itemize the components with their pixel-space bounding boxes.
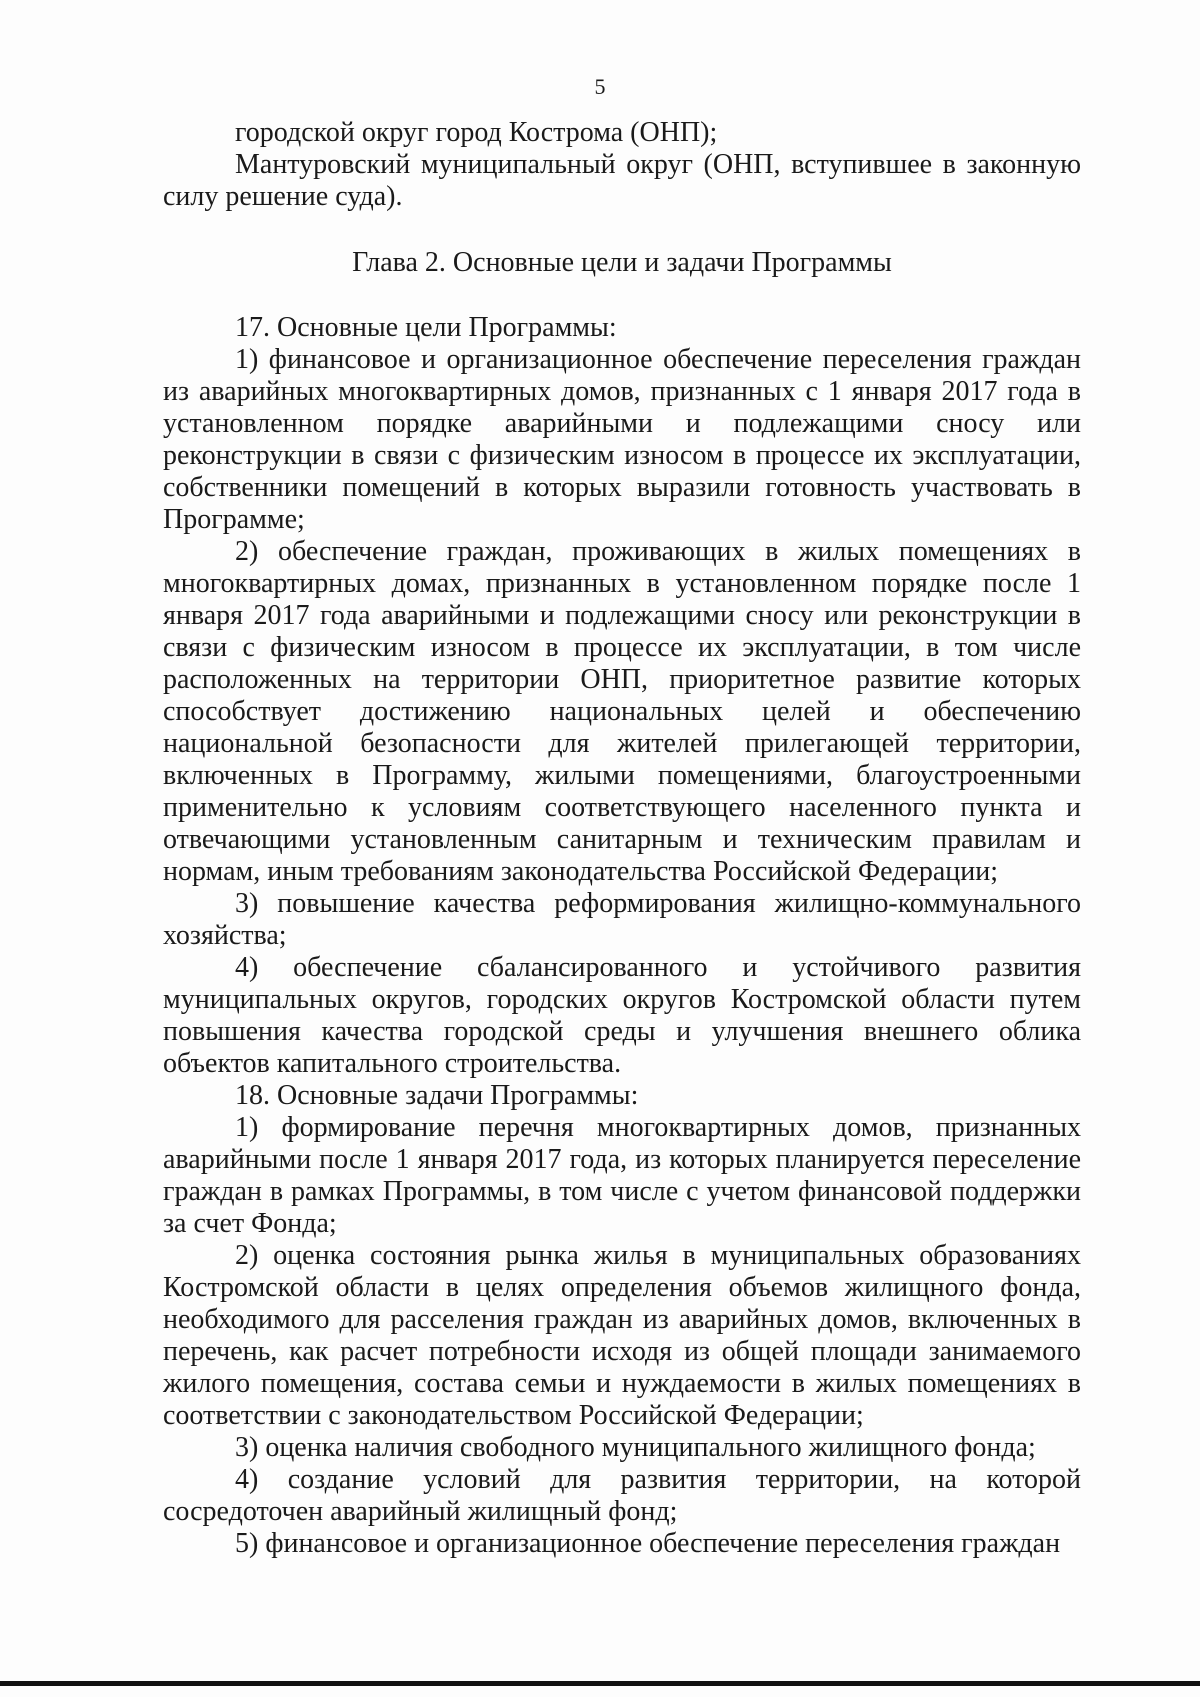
paragraph: городской округ город Кострома (ОНП); <box>235 117 718 148</box>
scan-bottom-border <box>0 1681 1200 1686</box>
list-item: 2) обеспечение граждан, проживающих в жилых помещениях в многоквартирных домах, признанных в установленном порядке после 1 января 2017 года аварийными и подлежащими сносу или реконструкции в связи с физическим износом в процессе их эксплуатации, в том числе расположенных на территории ОНП, приоритетное развитие которых способствует достижению национальных целей и обеспечению национальной безопасности для жителей прилегающей территории, включенных в Программу, жилыми помещениями, благоустроенными применительно к условиям соответствующего населенного пункта и отвечающими установленным санитарным и техническим правилам и нормам, иным требованиям законодательства Российской Федерации; <box>163 536 1081 887</box>
list-item: 5) финансовое и организационное обеспечение переселения граждан <box>235 1528 1061 1559</box>
document-body <box>163 117 1081 1560</box>
list-item: 4) обеспечение сбалансированного и устойчивого развития муниципальных округов, городских округов Костромской области путем повышения качества городской среды и улучшения внешнего облика объектов капитального строительства. <box>163 952 1081 1079</box>
list-item: 3) повышение качества реформирования жилищно-коммунального хозяйства; <box>163 888 1081 951</box>
page-number: 5 <box>594 74 606 99</box>
list-item: 3) оценка наличия свободного муниципального жилищного фонда; <box>235 1432 1036 1463</box>
list-item: 4) создание условий для развития территории, на которой сосредоточен аварийный жилищный фонд; <box>163 1464 1081 1527</box>
list-item: 1) финансовое и организационное обеспечение переселения граждан из аварийных многоквартирных домов, признанных с 1 января 2017 года в установленном порядке аварийными и подлежащими сносу или реконструкции в связи с физическим износом в процессе их эксплуатации, собственники помещений в которых выразили готовность участвовать в Программе; <box>163 344 1081 535</box>
list-item: 2) оценка состояния рынка жилья в муниципальных образованиях Костромской области в целях определения объемов жилищного фонда, необходимого для расселения граждан из аварийных домов, включенных в перечень, как расчет потребности исходя из общей площади занимаемого жилого помещения, состава семьи и нуждаемости в жилых помещениях в соответствии с законодательством Российской Федерации; <box>163 1240 1081 1431</box>
paragraph: Мантуровский муниципальный округ (ОНП, вступившее в законную силу решение суда). <box>163 149 1081 212</box>
chapter-heading: Глава 2. Основные цели и задачи Программы <box>352 247 892 278</box>
list-item: 1) формирование перечня многоквартирных домов, признанных аварийными после 1 января 2017 года, из которых планируется переселение граждан в рамках Программы, в том числе с учетом финансовой поддержки за счет Фонда; <box>163 1112 1081 1239</box>
section-title-18: 18. Основные задачи Программы: <box>235 1080 639 1111</box>
section-title-17: 17. Основные цели Программы: <box>235 312 617 343</box>
